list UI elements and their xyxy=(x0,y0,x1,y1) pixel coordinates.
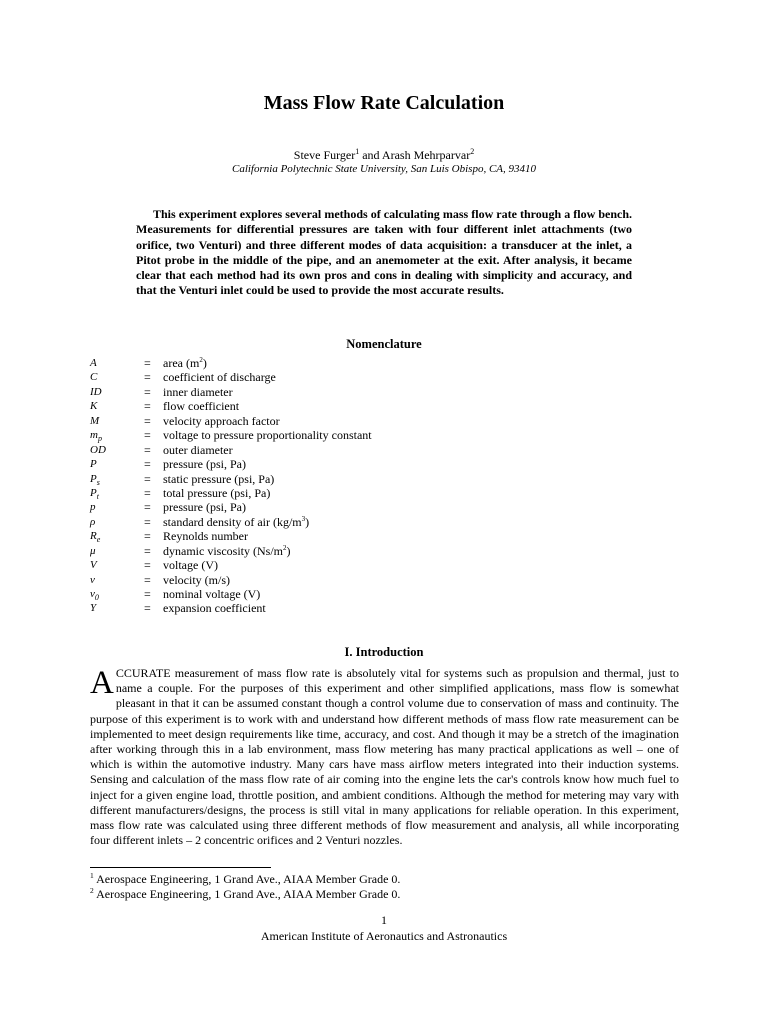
nomenclature-row xyxy=(90,370,490,384)
nomenclature-symbol xyxy=(90,385,102,399)
nomenclature-row xyxy=(90,457,490,471)
nomenclature-row xyxy=(90,500,490,514)
definition-text: flow coefficient xyxy=(163,399,240,414)
symbol-letter: ID xyxy=(90,385,102,398)
definition-text: expansion coefficient xyxy=(163,601,266,616)
equals-sign: = xyxy=(144,457,151,472)
nomenclature-list xyxy=(90,356,490,616)
nomenclature-symbol xyxy=(90,356,97,370)
author-affiliation-mark: 1 xyxy=(355,147,360,156)
author-affiliation-mark: 2 xyxy=(470,147,475,156)
nomenclature-row xyxy=(90,486,490,500)
definition-tail: ) xyxy=(305,514,310,529)
equals-sign: = xyxy=(144,500,151,515)
equals-sign: = xyxy=(144,471,151,486)
nomenclature-row xyxy=(90,443,490,457)
affiliation: California Polytechnic State University, San Luis Obispo, CA, 93410 xyxy=(231,163,536,175)
drop-cap: A xyxy=(90,665,114,701)
definition-text: velocity approach factor xyxy=(163,413,280,428)
symbol-letter: P xyxy=(90,486,97,499)
nomenclature-row xyxy=(90,573,490,587)
nomenclature-definition xyxy=(163,370,276,384)
nomenclature-definition xyxy=(163,515,309,529)
symbol-letter: μ xyxy=(90,544,96,557)
equals-sign: = xyxy=(144,485,151,500)
nomenclature-definition xyxy=(163,529,248,543)
footnote-divider xyxy=(90,867,271,868)
section-heading-introduction: I. Introduction xyxy=(344,645,424,659)
symbol-subscript: p xyxy=(97,434,102,444)
nomenclature-symbol xyxy=(90,515,95,529)
author-line xyxy=(0,147,768,163)
author-name: Arash Mehrparvar xyxy=(381,148,471,162)
equals-sign: = xyxy=(144,370,151,385)
equals-sign: = xyxy=(144,543,151,558)
symbol-letter: OD xyxy=(90,443,106,456)
definition-text: static pressure (psi, Pa) xyxy=(163,471,275,486)
symbol-letter: R xyxy=(90,530,97,543)
nomenclature-symbol xyxy=(90,399,97,413)
symbol-letter: P xyxy=(90,472,97,485)
symbol-letter: V xyxy=(90,559,97,572)
footnote-mark: 2 xyxy=(90,886,94,895)
nomenclature-row xyxy=(90,529,490,543)
symbol-letter: C xyxy=(90,371,98,384)
nomenclature-row xyxy=(90,414,490,428)
nomenclature-definition xyxy=(163,443,233,457)
paper-title: Mass Flow Rate Calculation xyxy=(263,92,505,114)
symbol-letter: K xyxy=(90,400,98,413)
introduction-text: CCURATE measurement of mass flow rate is absolutely vital for systems such as propulsion and thermal, just to name a couple. For the purposes of this experiment and other simplified applications, mass flow is somewhat pleasant in that it can be assumed constant though a control volume due to conservation of mass and continuity. The purpose of this experiment is to work with and understand how different methods of mass flow rate measurement can be implemented to meet design requirements like time, accuracy, and cost. And though it may be a stretch of the imagination after working through this in a lab environment, mass flow metering has many practical applications as well – one of which is within the automotive industry. Many cars have mass airflow meters integrated into their induction systems. Sensing and calculation of the mass flow rate of air coming into the engine lets the car's controls know how much fuel to inject for a given engine load, throttle position, and ambient conditions. Although the method for metering may vary with different manufacturers/designs, the process is still vital in many applications for reliable operation. In this experiment, mass flow rate was calculated using three different methods of flow measurement and analysis, all while incorporating four different inlets – 2 concentric orifices and 2 Venturi nozzles. xyxy=(90,666,679,848)
definition-text: standard density of air (kg/m xyxy=(163,514,302,529)
nomenclature-definition xyxy=(163,356,207,370)
nomenclature-row xyxy=(90,544,490,558)
definition-text: area (m xyxy=(163,356,200,370)
definition-superscript: 2 xyxy=(283,543,287,552)
nomenclature-definition xyxy=(163,414,280,428)
nomenclature-symbol xyxy=(90,457,97,471)
equals-sign: = xyxy=(144,442,151,457)
nomenclature-row xyxy=(90,385,490,399)
nomenclature-symbol xyxy=(90,443,106,457)
author-name: Steve Furger xyxy=(293,148,356,162)
footnotes xyxy=(90,872,590,902)
nomenclature-definition xyxy=(163,601,266,615)
definition-text: pressure (psi, Pa) xyxy=(163,457,246,472)
nomenclature-definition xyxy=(163,544,291,558)
introduction-paragraph xyxy=(90,666,679,848)
equals-sign: = xyxy=(144,413,151,428)
symbol-letter: v xyxy=(90,573,95,586)
nomenclature-symbol xyxy=(90,370,97,384)
definition-tail: ) xyxy=(286,543,291,558)
nomenclature-symbol xyxy=(90,573,95,587)
nomenclature-definition xyxy=(163,500,246,514)
page-footer-organization: American Institute of Aeronautics and Astronautics xyxy=(260,929,508,943)
nomenclature-row xyxy=(90,428,490,442)
nomenclature-row xyxy=(90,601,490,615)
definition-text: pressure (psi, Pa) xyxy=(163,500,246,515)
equals-sign: = xyxy=(144,399,151,414)
nomenclature-row xyxy=(90,587,490,601)
symbol-letter: m xyxy=(90,429,98,442)
author-joiner: and xyxy=(359,148,382,162)
symbol-subscript: s xyxy=(96,477,100,487)
definition-tail: ) xyxy=(202,356,207,370)
nomenclature-definition xyxy=(163,573,230,587)
symbol-subscript: 0 xyxy=(94,593,99,603)
definition-text: coefficient of discharge xyxy=(163,370,276,385)
footnote-mark: 1 xyxy=(90,871,94,880)
definition-text: nominal voltage (V) xyxy=(163,587,261,601)
nomenclature-row xyxy=(90,558,490,572)
nomenclature-definition xyxy=(163,457,246,471)
definition-text: outer diameter xyxy=(163,442,233,457)
definition-text: voltage (V) xyxy=(163,558,218,573)
equals-sign: = xyxy=(144,601,151,616)
page-number: 1 xyxy=(381,913,387,927)
nomenclature-definition xyxy=(163,428,372,442)
nomenclature-definition xyxy=(163,399,239,413)
definition-text: voltage to pressure proportionality constant xyxy=(163,428,372,443)
nomenclature-row xyxy=(90,399,490,413)
definition-text: velocity (m/s) xyxy=(163,572,230,587)
symbol-letter: M xyxy=(90,414,100,427)
equals-sign: = xyxy=(144,529,151,544)
nomenclature-symbol xyxy=(90,500,96,514)
symbol-letter: ρ xyxy=(90,515,96,528)
definition-superscript: 3 xyxy=(301,514,306,523)
nomenclature-symbol xyxy=(90,558,97,572)
footnote-text: Aerospace Engineering, 1 Grand Ave., AIAA Member Grade 0. xyxy=(93,872,401,886)
equals-sign: = xyxy=(144,428,151,443)
nomenclature-row xyxy=(90,515,490,529)
nomenclature-definition xyxy=(163,587,260,601)
footnote xyxy=(90,872,590,887)
symbol-subscript: t xyxy=(96,492,99,502)
nomenclature-symbol xyxy=(90,601,96,615)
equals-sign: = xyxy=(144,514,151,529)
abstract: This experiment explores several methods of calculating mass flow rate through a flow bench. Measurements for differential pressures are taken with four different inlet attachments (two orifice, two Venturi) and three different modes of data acquisition: a transducer at the inlet, a Pitot probe in the middle of the pipe, and an anemometer at the exit. After analysis, it became clear that each method had its own pros and cons in dealing with simplicity and accuracy, and that the Venturi inlet could be used to provide the most accurate results. xyxy=(136,207,632,298)
nomenclature-heading: Nomenclature xyxy=(346,337,422,351)
symbol-letter: Y xyxy=(90,602,97,615)
nomenclature-definition xyxy=(163,472,274,486)
nomenclature-definition xyxy=(163,558,218,572)
definition-text: inner diameter xyxy=(163,384,233,399)
nomenclature-symbol xyxy=(90,414,99,428)
symbol-letter: A xyxy=(90,357,97,369)
equals-sign: = xyxy=(144,356,151,370)
equals-sign: = xyxy=(144,558,151,573)
equals-sign: = xyxy=(144,587,151,601)
footnote xyxy=(90,887,590,902)
equals-sign: = xyxy=(144,572,151,587)
symbol-letter: v xyxy=(90,588,95,600)
nomenclature-definition xyxy=(163,385,233,399)
nomenclature-row xyxy=(90,356,490,370)
definition-text: total pressure (psi, Pa) xyxy=(163,485,271,500)
nomenclature-definition xyxy=(163,486,270,500)
definition-text: dynamic viscosity (Ns/m xyxy=(163,543,283,558)
equals-sign: = xyxy=(144,384,151,399)
footnote-text: Aerospace Engineering, 1 Grand Ave., AIAA Member Grade 0. xyxy=(93,887,401,901)
symbol-subscript: e xyxy=(96,535,101,545)
symbol-letter: P xyxy=(90,458,97,471)
nomenclature-symbol xyxy=(90,544,96,558)
nomenclature-row xyxy=(90,472,490,486)
symbol-letter: p xyxy=(90,501,96,514)
definition-text: Reynolds number xyxy=(163,529,248,544)
definition-superscript: 2 xyxy=(199,356,203,364)
